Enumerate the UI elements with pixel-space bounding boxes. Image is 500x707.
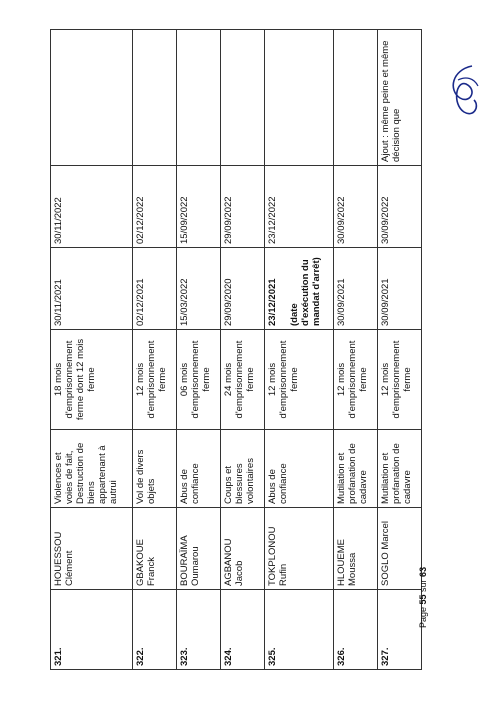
end-date-cell: 15/09/2022: [176, 166, 220, 248]
offense-cell: Mutilation et profanation de cadavre: [378, 430, 422, 508]
detainee-table: [50, 29, 422, 670]
table-row: [176, 30, 220, 670]
sentence-cell: 12 mois d'emprisonnement ferme: [264, 330, 333, 430]
table-row: [334, 30, 378, 670]
table-body: [51, 30, 422, 670]
row-number-cell: 324.: [220, 590, 264, 670]
end-date-cell: 29/09/2022: [220, 166, 264, 248]
row-number-cell: 327.: [378, 590, 422, 670]
page-footer: [418, 566, 478, 658]
start-date-cell: 30/09/2021: [334, 248, 378, 330]
row-number-cell: 322.: [133, 590, 177, 670]
offense-cell: Violences et voies de fait, Destruction de biens appartenant à autrui: [51, 430, 133, 508]
observation-cell: [334, 30, 378, 166]
sentence-cell: 12 mois d'emprisonnement ferme: [378, 330, 422, 430]
detainee-name-cell: SOGLO Marcel: [378, 508, 422, 590]
sentence-cell: 18 mois d'emprisonnement ferme dont 12 mois ferme: [51, 330, 133, 430]
end-date-cell: 30/09/2022: [378, 166, 422, 248]
offense-cell: Vol de divers objets: [133, 430, 177, 508]
sentence-cell: 12 mois d'emprisonnement ferme: [133, 330, 177, 430]
detainee-name-cell: BOURAÏMA Oumarou: [176, 508, 220, 590]
rotated-table-canvas: [50, 30, 422, 670]
end-date-cell: 23/12/2022: [264, 166, 333, 248]
end-date-cell: 30/11/2022: [51, 166, 133, 248]
start-date-cell: 02/12/2021: [133, 248, 177, 330]
detainee-name-cell: AGBANOU Jacob: [220, 508, 264, 590]
observation-cell: [220, 30, 264, 166]
row-number-cell: 321.: [51, 590, 133, 670]
observation-cell: Ajout : même peine et même décision que: [378, 30, 422, 166]
sentence-cell: 06 mois d'emprisonnement ferme: [176, 330, 220, 430]
start-date-cell: 15/03/2022: [176, 248, 220, 330]
row-number-cell: 326.: [334, 590, 378, 670]
detainee-name-cell: TOKPLONOU Rufin: [264, 508, 333, 590]
observation-cell: [264, 30, 333, 166]
offense-cell: Abus de confiance: [176, 430, 220, 508]
start-date-cell: 29/09/2020: [220, 248, 264, 330]
table-row: [264, 30, 333, 670]
detainee-name-cell: GBAKOUE Franck: [133, 508, 177, 590]
row-number-cell: 323.: [176, 590, 220, 670]
offense-cell: Mutilation et profanation de cadavre: [334, 430, 378, 508]
offense-cell: Coups et blessures volontaires: [220, 430, 264, 508]
sentence-cell: 24 mois d'emprisonnement ferme: [220, 330, 264, 430]
end-date-cell: 02/12/2022: [133, 166, 177, 248]
observation-cell: [133, 30, 177, 166]
table-row: [133, 30, 177, 670]
page-number: Page 55 sur 63: [418, 566, 428, 628]
offense-cell: Abus de confiance: [264, 430, 333, 508]
end-date-cell: 30/09/2022: [334, 166, 378, 248]
table-row: [378, 30, 422, 670]
detainee-name-cell: HLOUEME Moussa: [334, 508, 378, 590]
row-number-cell: 325.: [264, 590, 333, 670]
sentence-cell: 12 mois d'emprisonnement ferme: [334, 330, 378, 430]
observation-cell: [51, 30, 133, 166]
start-date-cell: 30/11/2021: [51, 248, 133, 330]
observation-cell: [176, 30, 220, 166]
start-date-cell: 23/12/2021 (date d'exécution du mandat d'arrêt): [264, 248, 333, 330]
start-date-cell: 30/09/2021: [378, 248, 422, 330]
detainee-name-cell: HOUESSOU Clément: [51, 508, 133, 590]
table-row: [220, 30, 264, 670]
table-row: [51, 30, 133, 670]
handwritten-signature: [444, 60, 484, 120]
